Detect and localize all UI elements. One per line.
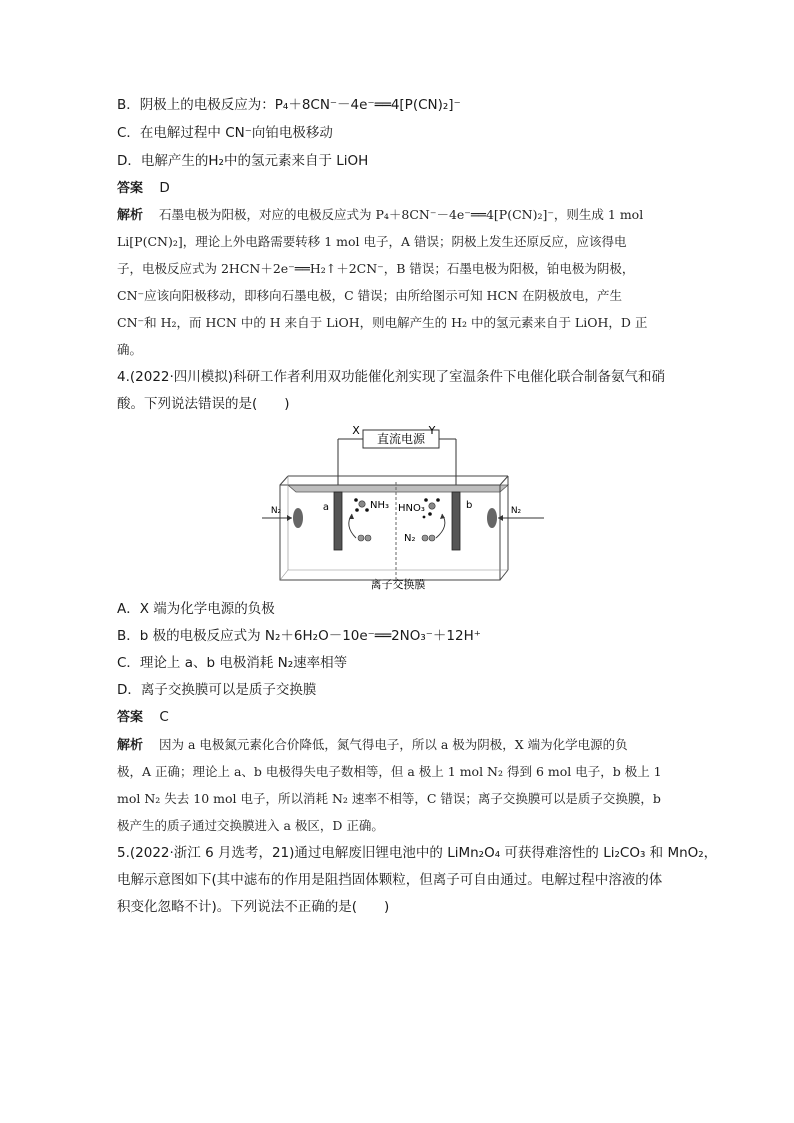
power-supply-label: 直流电源: [376, 432, 426, 446]
option-d-prev: D．电解产生的H₂中的氢元素来自于 LiOH: [117, 153, 369, 169]
nh3-label: NH₃: [370, 500, 390, 511]
electrode-a-label: a: [322, 502, 330, 513]
left-arrow-head: [287, 515, 292, 521]
electrode-b-label: b: [466, 500, 473, 511]
analysis-text: 石墨电极为阳极，对应的电极反应式为 P₄＋8CN⁻－4e⁻══4[P(CN)₂]⁻，则生成 1 mol: [159, 207, 644, 222]
n2-right-atom-1: [422, 535, 428, 541]
q4-option-c: C．理论上 a、b 电极消耗 N₂速率相等: [117, 655, 348, 671]
tank-right-top: [500, 476, 508, 485]
option-b-prev: B．阴极上的电极反应为：P₄＋8CN⁻－4e⁻══4[P(CN)₂]⁻: [117, 97, 461, 113]
q4-option-b: B．b 极的电极反应式为 N₂＋6H₂O－10e⁻══2NO₃⁻＋12H⁺: [117, 628, 481, 644]
answer-prev-row: [117, 179, 682, 198]
q4-option-d: D．离子交换膜可以是质子交换膜: [117, 682, 317, 698]
answer-label: 答案: [117, 710, 144, 725]
analysis-q4-line-2: 极，A 正确；理论上 a、b 电极得失电子数相等，但 a 极上 1 mol N₂ 得到 6 mol 电子，b 极上 1: [117, 764, 662, 779]
q4-stem-line-1: 4.(2022·四川模拟)科研工作者利用双功能催化剂实现了室温条件下电催化联合制备氨气和硝: [117, 369, 666, 385]
hno3-molecule-h: [423, 516, 426, 519]
right-inlet-label: N₂: [510, 506, 522, 516]
hno3-label: HNO₃: [398, 503, 425, 514]
analysis-q4-line-1: [117, 736, 682, 755]
hno3-molecule-o3: [428, 512, 432, 516]
hno3-molecule-o2: [436, 498, 440, 502]
analysis-q4-line-4: 极产生的质子通过交换膜进入 a 极区，D 正确。: [117, 818, 384, 833]
electrolysis-diagram: [258, 420, 548, 592]
analysis-prev-line-5: CN⁻和 H₂，而 HCN 中的 H 来自于 LiOH，则电解产生的 H₂ 中的氢元素来自于 LiOH，D 正: [117, 315, 648, 330]
left-inlet-label: N₂: [270, 506, 282, 516]
answer-value: D: [159, 180, 170, 196]
tank-left-top: [280, 476, 288, 485]
analysis-text: 因为 a 电极氮元素化合价降低，氮气得电子，所以 a 极为阴极，X 端为化学电源的负: [159, 737, 628, 752]
tank-top-liquid: [288, 485, 508, 492]
q5-stem-line-1: 5.(2022·浙江 6 月选考，21)通过电解废旧锂电池中的 LiMn₂O₄ 可获得难溶性的 Li₂CO₃ 和 MnO₂，: [117, 845, 718, 861]
q4-option-a: A．X 端为化学电源的负极: [117, 601, 275, 617]
left-inlet-port: [293, 508, 303, 528]
terminal-x-label: X: [352, 424, 360, 437]
analysis-prev-line-2: Li[P(CN)₂]，理论上外电路需要转移 1 mol 电子，A 错误；阴极上发生还原反应，应该得电: [117, 234, 627, 249]
q5-stem-line-2: 电解示意图如下(其中滤布的作用是阻挡固体颗粒，但离子可自由通过。电解过程中溶液的体: [117, 872, 663, 888]
membrane-caption: 离子交换膜: [370, 578, 426, 591]
n2-right-label: N₂: [404, 533, 416, 544]
analysis-prev-line-1: [117, 206, 682, 225]
q4-stem-line-2: 酸。下列说法错误的是( ): [117, 396, 290, 412]
hno3-molecule-n: [429, 503, 435, 509]
answer-value: C: [159, 709, 169, 725]
nh3-molecule-n: [359, 501, 365, 507]
answer-q4-row: [117, 708, 682, 727]
analysis-prev-line-3: 子，电极反应式为 2HCN＋2e⁻══H₂↑＋2CN⁻，B 错误；石墨电极为阳极，铂电极为阴极，: [117, 261, 635, 276]
option-c-prev: C．在电解过程中 CN⁻向铂电极移动: [117, 125, 333, 141]
analysis-prev-line-6: 确。: [117, 342, 143, 357]
nh3-molecule-h3: [365, 508, 369, 512]
terminal-y-label: Y: [428, 424, 436, 437]
hno3-molecule-o1: [424, 498, 428, 502]
analysis-prev-line-4: CN⁻应该向阳极移动，即移向石墨电极，C 错误；由所给图示可知 HCN 在阴极放电，产生: [117, 288, 622, 303]
electrode-a: [334, 492, 342, 550]
electrode-b: [452, 492, 460, 550]
answer-label: 答案: [117, 181, 144, 196]
nh3-molecule-h1: [354, 498, 358, 502]
tank-bottom-right: [500, 570, 508, 580]
analysis-label: 解析: [117, 738, 144, 753]
n2-left-atom-2: [365, 535, 371, 541]
right-inlet-port: [487, 508, 497, 528]
tank-bottom-left: [280, 570, 288, 580]
analysis-q4-line-3: mol N₂ 失去 10 mol 电子，所以消耗 N₂ 速率不相等，C 错误；离子交换膜可以是质子交换膜，b: [117, 791, 661, 806]
q5-stem-line-3: 积变化忽略不计)。下列说法不正确的是( ): [117, 899, 390, 915]
analysis-label: 解析: [117, 208, 144, 223]
nh3-molecule-h2: [355, 508, 359, 512]
n2-right-atom-2: [429, 535, 435, 541]
n2-left-atom-1: [358, 535, 364, 541]
